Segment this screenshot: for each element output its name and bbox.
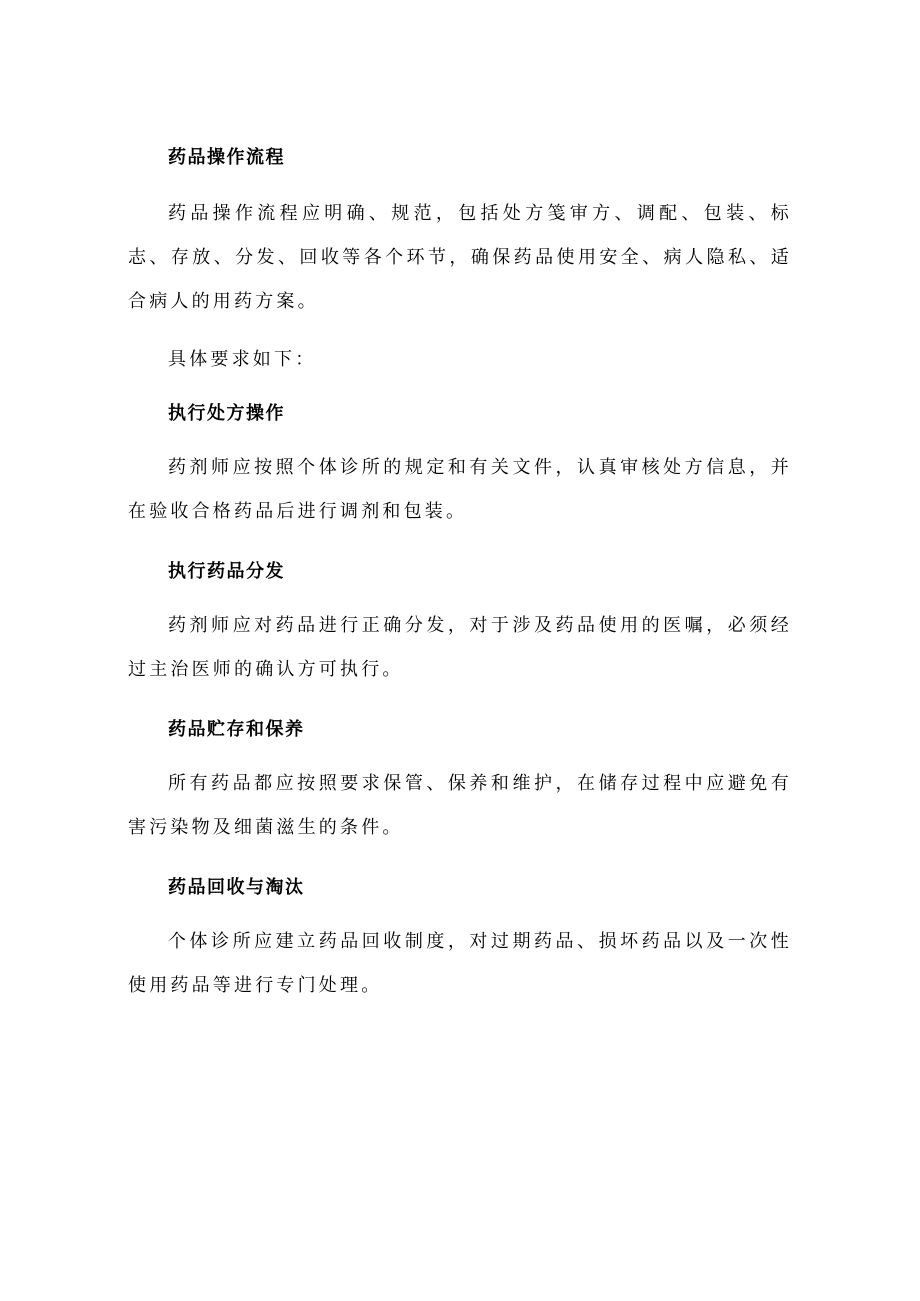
spacer — [128, 692, 792, 712]
section-body: 所有药品都应按照要求保管、保养和维护，在储存过程中应避免有害污染物及细菌滋生的条件。 — [128, 773, 792, 838]
section-body: 个体诊所应建立药品回收制度，对过期药品、损坏药品以及一次性使用药品等进行专门处理。 — [128, 931, 792, 996]
section-body: 药剂师应按照个体诊所的规定和有关文件，认真审核处方信息，并在验收合格药品后进行调剂和包装。 — [128, 457, 792, 522]
spacer — [128, 432, 792, 446]
section-heading: 执行药品分发 — [168, 561, 285, 582]
section-heading: 药品贮存和保养 — [168, 719, 305, 740]
section-recall — [128, 870, 792, 1008]
spacer — [128, 748, 792, 762]
spacer — [128, 324, 792, 338]
spacer — [128, 906, 792, 920]
section-heading: 药品回收与淘汰 — [168, 877, 305, 898]
document-page — [128, 140, 792, 1008]
document-title: 药品操作流程 — [168, 147, 285, 168]
section-heading: 执行处方操作 — [168, 403, 285, 424]
section-body: 药剂师应对药品进行正确分发，对于涉及药品使用的医嘱，必须经过主治医师的确认方可执行。 — [128, 615, 792, 680]
section-distribution — [128, 554, 792, 692]
requirements-lead: 具体要求如下： — [168, 349, 317, 370]
intro-paragraph: 药品操作流程应明确、规范，包括处方笺审方、调配、包装、标志、存放、分发、回收等各个环节，确保药品使用安全、病人隐私、适合病人的用药方案。 — [128, 203, 792, 312]
spacer — [128, 850, 792, 870]
spacer — [128, 590, 792, 604]
section-storage — [128, 712, 792, 850]
spacer — [128, 176, 792, 192]
spacer — [128, 534, 792, 554]
spacer — [128, 382, 792, 396]
section-prescription — [128, 396, 792, 534]
